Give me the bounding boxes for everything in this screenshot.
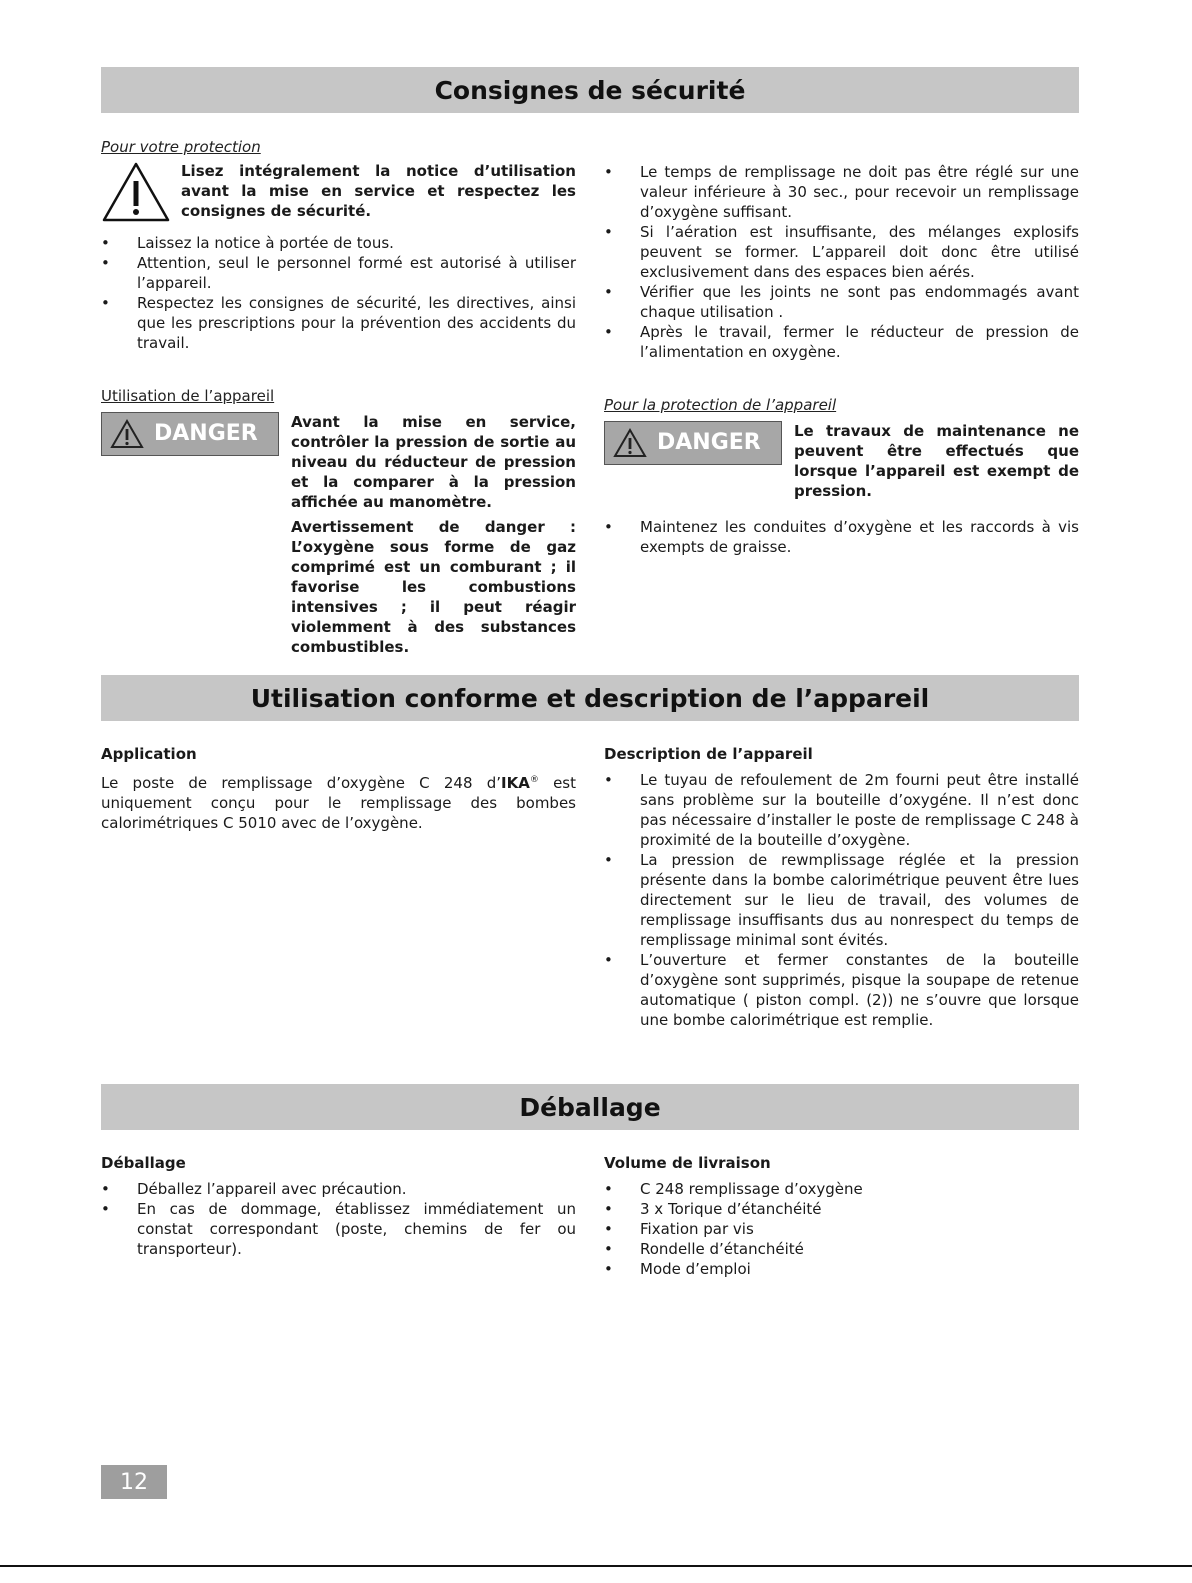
warning-triangle-icon	[613, 428, 647, 458]
list-item: • Laissez la notice à portée de tous.	[101, 233, 576, 253]
footer-rule	[0, 1565, 1192, 1567]
list-item: • Après le travail, fermer le réducteur de pression de l’alimentation en oxygène.	[604, 322, 1079, 362]
protection-bullets	[101, 233, 576, 353]
unpack-heading: Déballage	[101, 1154, 186, 1172]
brand-name: IKA	[501, 774, 530, 792]
danger-badge	[101, 412, 279, 456]
list-item: • Maintenez les conduites d’oxygène et les raccords à vis exempts de graisse.	[604, 517, 1079, 557]
application-text: Le poste de remplissage d’oxygène C 248 d’IKA® est uniquement conçu pour le remplissage des bombes calorimétriques C 5010 avec de l’oxygène.	[101, 774, 576, 832]
list-item: • Le tuyau de refoulement de 2m fourni peut être installé sans problème sur la bouteille d’oxygéne. Il n’est donc pas nécessaire d’installer le poste de remplissage C 248 à proximité de la bouteille d’oxygène.	[604, 770, 1079, 850]
application-heading: Application	[101, 745, 197, 763]
device-protection-label: Pour la protection de l’appareil	[604, 396, 837, 414]
list-item: • Déballez l’appareil avec précaution.	[101, 1179, 576, 1199]
list-item: • La pression de rewmplissage réglée et la pression présente dans la bombe calorimétrique peuvent être lues directement sur le lieu de travail, des volumes de remplissage insuffisants dus au nonrespect du temps de remplissage minimal sont évités.	[604, 850, 1079, 950]
safety-right-column	[604, 162, 1079, 557]
danger-badge	[604, 421, 782, 465]
section-title-usage: Utilisation conforme et description de l’appareil	[101, 675, 1079, 721]
danger-label: DANGER	[154, 421, 258, 446]
danger-text-oxygen: Avertissement de danger : L’oxygène sous forme de gaz comprimé est un comburant ; il favorise les combustions intensives ; il peut réagir violemment à des substances combustibles.	[291, 518, 576, 656]
list-item: • Rondelle d’étanchéité	[604, 1239, 1079, 1259]
unpack-column	[101, 1153, 576, 1259]
application-column	[101, 744, 576, 833]
read-manual-warning: Lisez intégralement la notice d’utilisation avant la mise en service et respectez les consignes de sécurité.	[181, 162, 576, 220]
safety-bullets	[604, 162, 1079, 362]
safety-left-column	[101, 137, 576, 657]
list-item: • C 248 remplissage d’oxygène	[604, 1179, 1079, 1199]
danger-text-maintenance: Le travaux de maintenance ne peuvent être effectués que lorsque l’appareil est exempt de pression.	[794, 422, 1079, 500]
list-item: • Mode d’emploi	[604, 1259, 1079, 1279]
list-item: • Vérifier que les joints ne sont pas endommagés avant chaque utilisation .	[604, 282, 1079, 322]
warning-triangle-icon	[110, 419, 144, 449]
warning-triangle-icon	[101, 161, 171, 223]
list-item: • Si l’aération est insuffisante, des mélanges explosifs peuvent se former. L’appareil doit donc être utilisé exclusivement dans des espaces bien aérés.	[604, 222, 1079, 282]
list-item: • L’ouverture et fermer constantes de la bouteille d’oxygène sont supprimés, pisque la soupape de retenue automatique ( piston compl. (2)) ne s’ouvre que lorsque une bombe calorimétrique est remplie.	[604, 950, 1079, 1030]
list-item: • Attention, seul le personnel formé est autorisé à utiliser l’appareil.	[101, 253, 576, 293]
list-item: • En cas de dommage, établissez immédiatement un constat correspondant (poste, chemins de fer ou transporteur).	[101, 1199, 576, 1259]
delivery-heading: Volume de livraison	[604, 1154, 771, 1172]
usage-label: Utilisation de l’appareil	[101, 387, 275, 405]
section-title-unpacking: Déballage	[101, 1084, 1079, 1130]
device-protection-bullets	[604, 517, 1079, 557]
description-column	[604, 744, 1079, 1030]
list-item: • Fixation par vis	[604, 1219, 1079, 1239]
danger-text-pressure: Avant la mise en service, contrôler la pression de sortie au niveau du réducteur de pression et la comparer à la pression affichée au manomètre.	[291, 413, 576, 511]
list-item: • Respectez les consignes de sécurité, les directives, ainsi que les prescriptions pour la prévention des accidents du travail.	[101, 293, 576, 353]
list-item: • 3 x Torique d’étanchéité	[604, 1199, 1079, 1219]
delivery-bullets	[604, 1179, 1079, 1279]
delivery-column	[604, 1153, 1079, 1279]
description-heading: Description de l’appareil	[604, 745, 813, 763]
protection-label: Pour votre protection	[101, 138, 261, 156]
unpack-bullets	[101, 1179, 576, 1259]
page-number: 12	[101, 1465, 167, 1499]
danger-label: DANGER	[657, 430, 761, 455]
section-title-safety: Consignes de sécurité	[101, 67, 1079, 113]
list-item: • Le temps de remplissage ne doit pas être réglé sur une valeur inférieure à 30 sec., pour recevoir un remplissage d’oxygène suffisant.	[604, 162, 1079, 222]
description-bullets	[604, 770, 1079, 1030]
